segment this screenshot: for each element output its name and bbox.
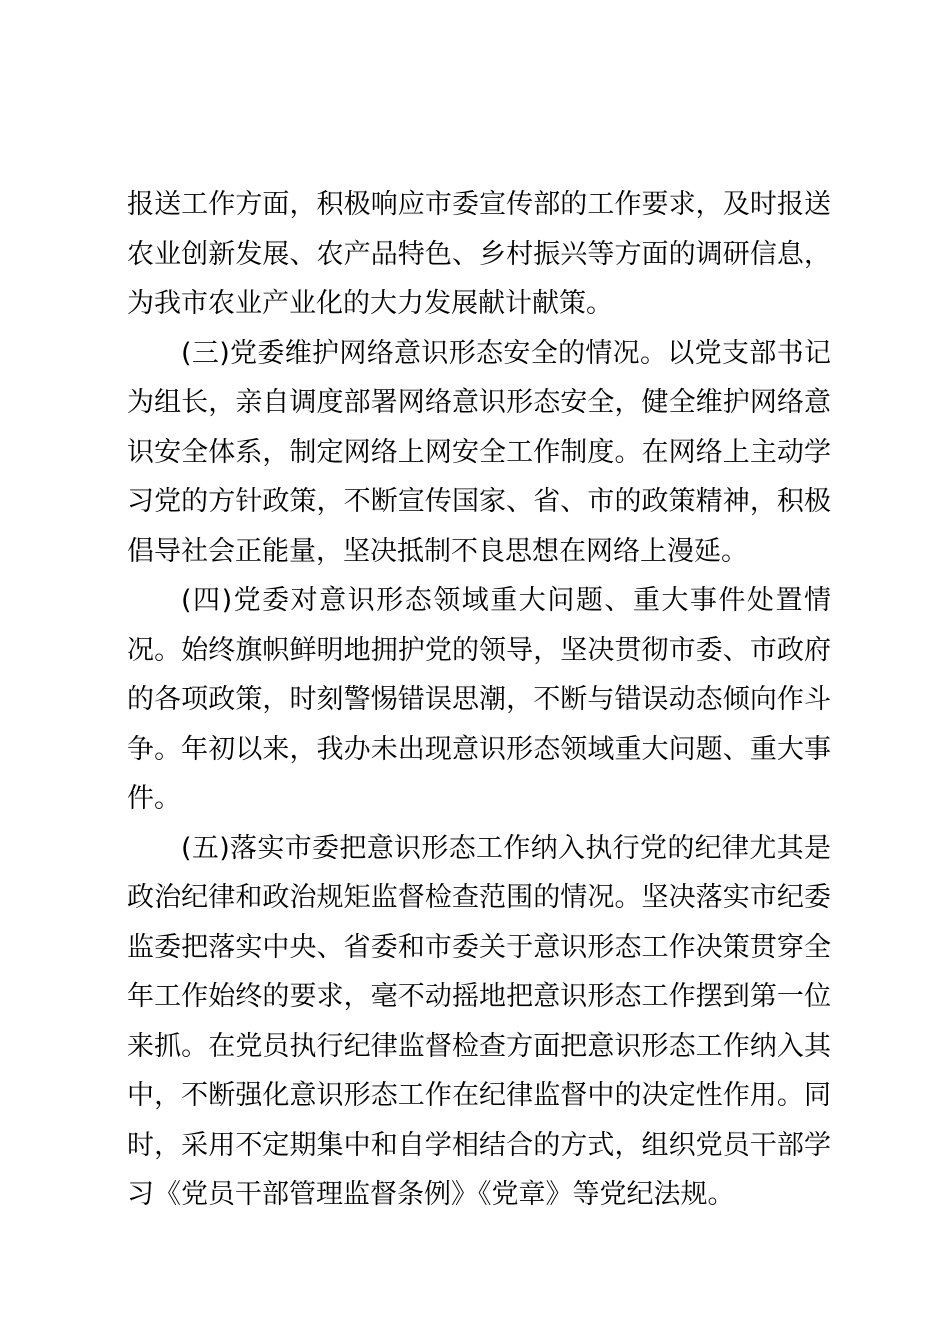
document-body bbox=[127, 180, 831, 1220]
paragraph-continuation: 报送工作方面，积极响应市委宣传部的工作要求，及时报送农业创新发展、农产品特色、乡村振兴等方面的调研信息，为我市农业产业化的大力发展献计献策。 bbox=[127, 189, 831, 319]
paragraph-section-3: (三)党委维护网络意识形态安全的情况。以党支部书记为组长，亲自调度部署网络意识形态安全，健全维护网络意识安全体系，制定网络上网安全工作制度。在网络上主动学习党的方针政策，不断宣传国家、省、市的政策精神，积极倡导社会正能量，坚决抵制不良思想在网络上漫延。 bbox=[127, 337, 831, 567]
paragraph-section-5: (五)落实市委把意识形态工作纳入执行党的纪律尤其是政治纪律和政治规矩监督检查范围的情况。坚决落实市纪委监委把落实中央、省委和市委关于意识形态工作决策贯穿全年工作始终的要求，毫不动摇地把意识形态工作摆到第一位来抓。在党员执行纪律监督检查方面把意识形态工作纳入其中，不断强化意识形态工作在纪律监督中的决定性作用。同时，采用不定期集中和自学相结合的方式，组织党员干部学习《党员干部管理监督条例》《党章》等党纪法规。 bbox=[127, 832, 831, 1210]
paragraph-section-4: (四)党委对意识形态领域重大问题、重大事件处置情况。始终旗帜鲜明地拥护党的领导，坚决贯彻市委、市政府的各项政策，时刻警惕错误思潮，不断与错误动态倾向作斗争。年初以来，我办未出现意识形态领域重大问题、重大事件。 bbox=[127, 585, 831, 814]
